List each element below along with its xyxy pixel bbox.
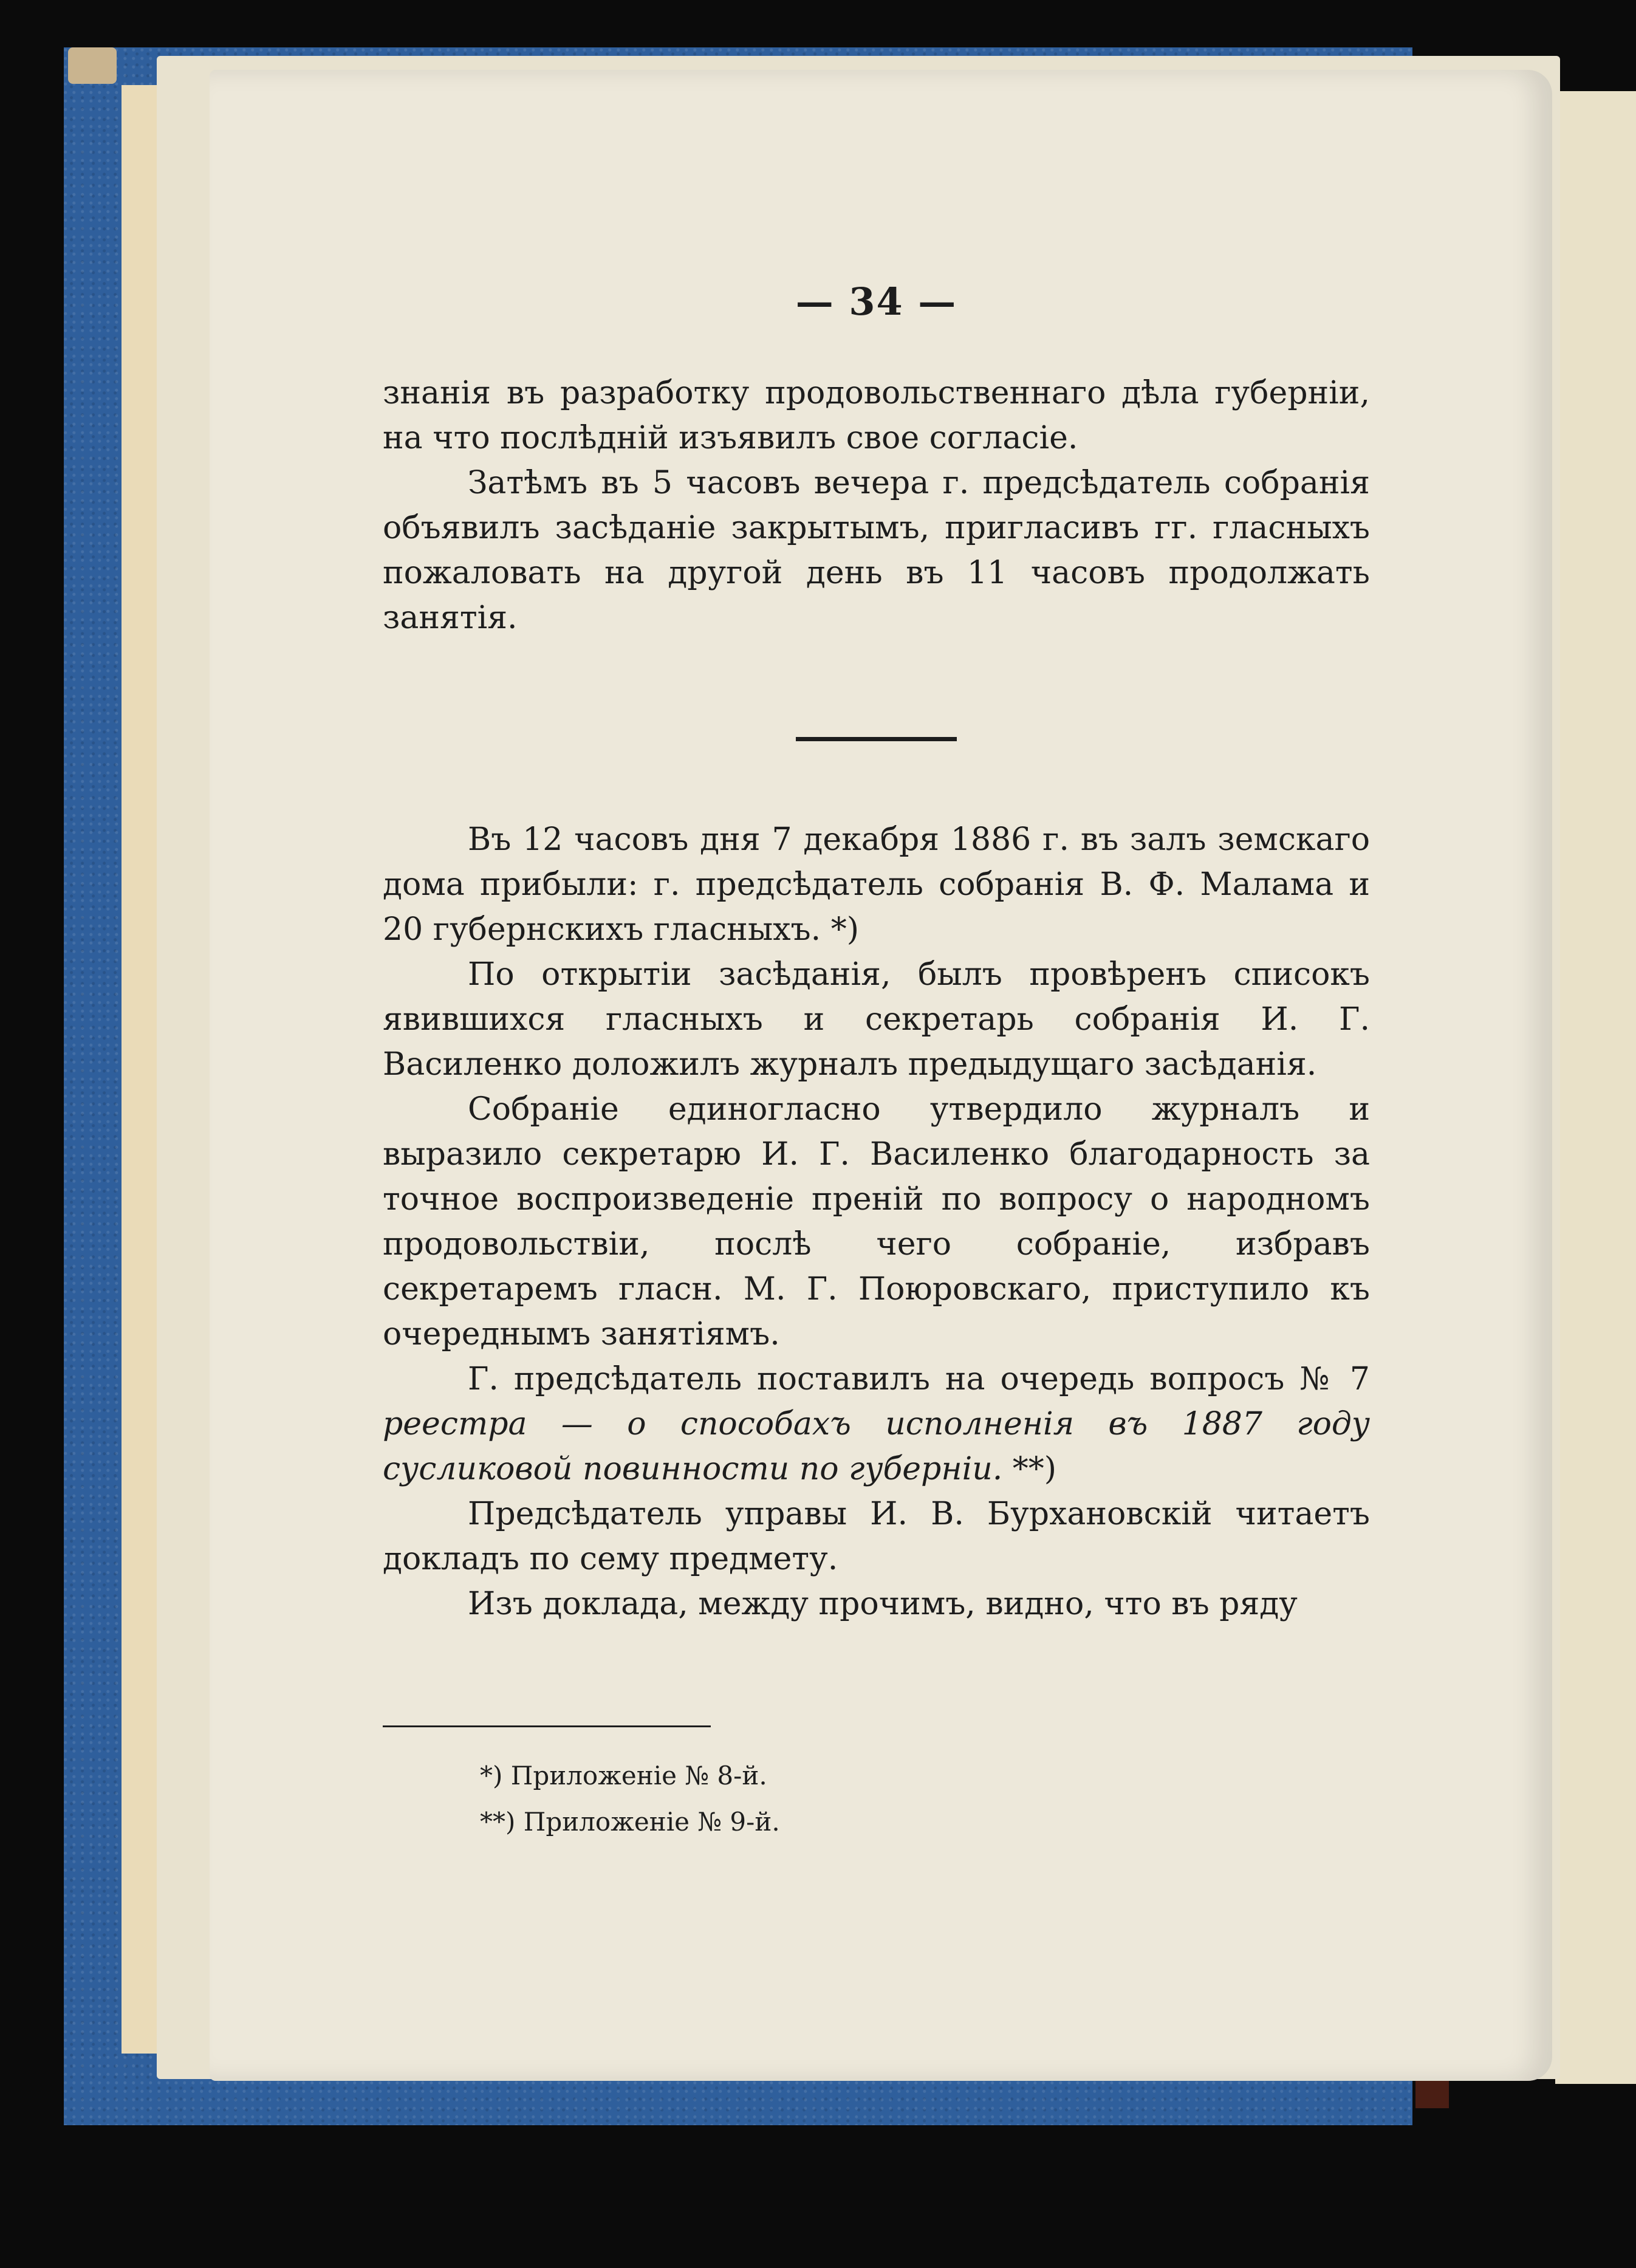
paragraph-with-italic <box>383 1357 1370 1492</box>
footnote: **) Приложеніе № 9-й. <box>480 1807 780 1837</box>
footnote-rule <box>383 1725 711 1727</box>
paragraph: Затѣмъ въ 5 часовъ вечера г. предсѣдатель собранія объявилъ засѣданіе закрытымъ, пригласивъ гг. гласныхъ пожаловать на другой день въ 11 часовъ продолжать занятія. <box>383 465 1370 636</box>
footnote: *) Приложеніе № 8-й. <box>480 1761 767 1790</box>
paragraph: знанія въ разработку продовольственнаго дѣла губерніи, на что послѣдній изъявилъ свое согласіе. <box>383 375 1370 456</box>
paragraph: Предсѣдатель управы И. В. Бурхановскій читаетъ докладъ по сему предмету. <box>383 1496 1370 1577</box>
page-number: — 34 — <box>795 279 957 324</box>
paragraph: Собраніе единогласно утвердило журналъ и выразило секретарю И. Г. Василенко благодарность за точное воспроизведеніе преній по вопросу о народномъ продовольствіи, послѣ чего собраніе, избравъ секретаремъ гласн. М. Г. Поюровскаго, приступило къ очереднымъ занятіямъ. <box>383 1091 1370 1352</box>
footnote-marker: **) <box>1002 1451 1057 1487</box>
section-divider <box>796 737 957 741</box>
paragraph: По открытіи засѣданія, былъ провѣренъ списокъ явившихся гласныхъ и секретарь собранія И. Г. Василенко доложилъ журналъ предыдущаго засѣданія. <box>383 956 1370 1083</box>
paragraph: Изъ доклада, между прочимъ, видно, что въ ряду <box>468 1586 1298 1622</box>
paragraph: Въ 12 часовъ дня 7 декабря 1886 г. въ залъ земскаго дома прибыли: г. предсѣдатель собранія В. Ф. Малама и 20 губернскихъ гласныхъ. *) <box>383 821 1370 948</box>
footnotes <box>480 1753 780 1845</box>
adjacent-page <box>1555 91 1636 2084</box>
cover-worn-corner <box>68 47 117 84</box>
top-text-block <box>383 371 1370 640</box>
paragraph-lead: Г. предсѣдатель поставилъ на очередь вопросъ № 7 <box>468 1361 1370 1397</box>
italic-phrase: реестра — о способахъ исполненія въ 1887 году сусликовой повинности по губерніи. <box>383 1406 1370 1487</box>
main-text-block <box>383 817 1370 1626</box>
